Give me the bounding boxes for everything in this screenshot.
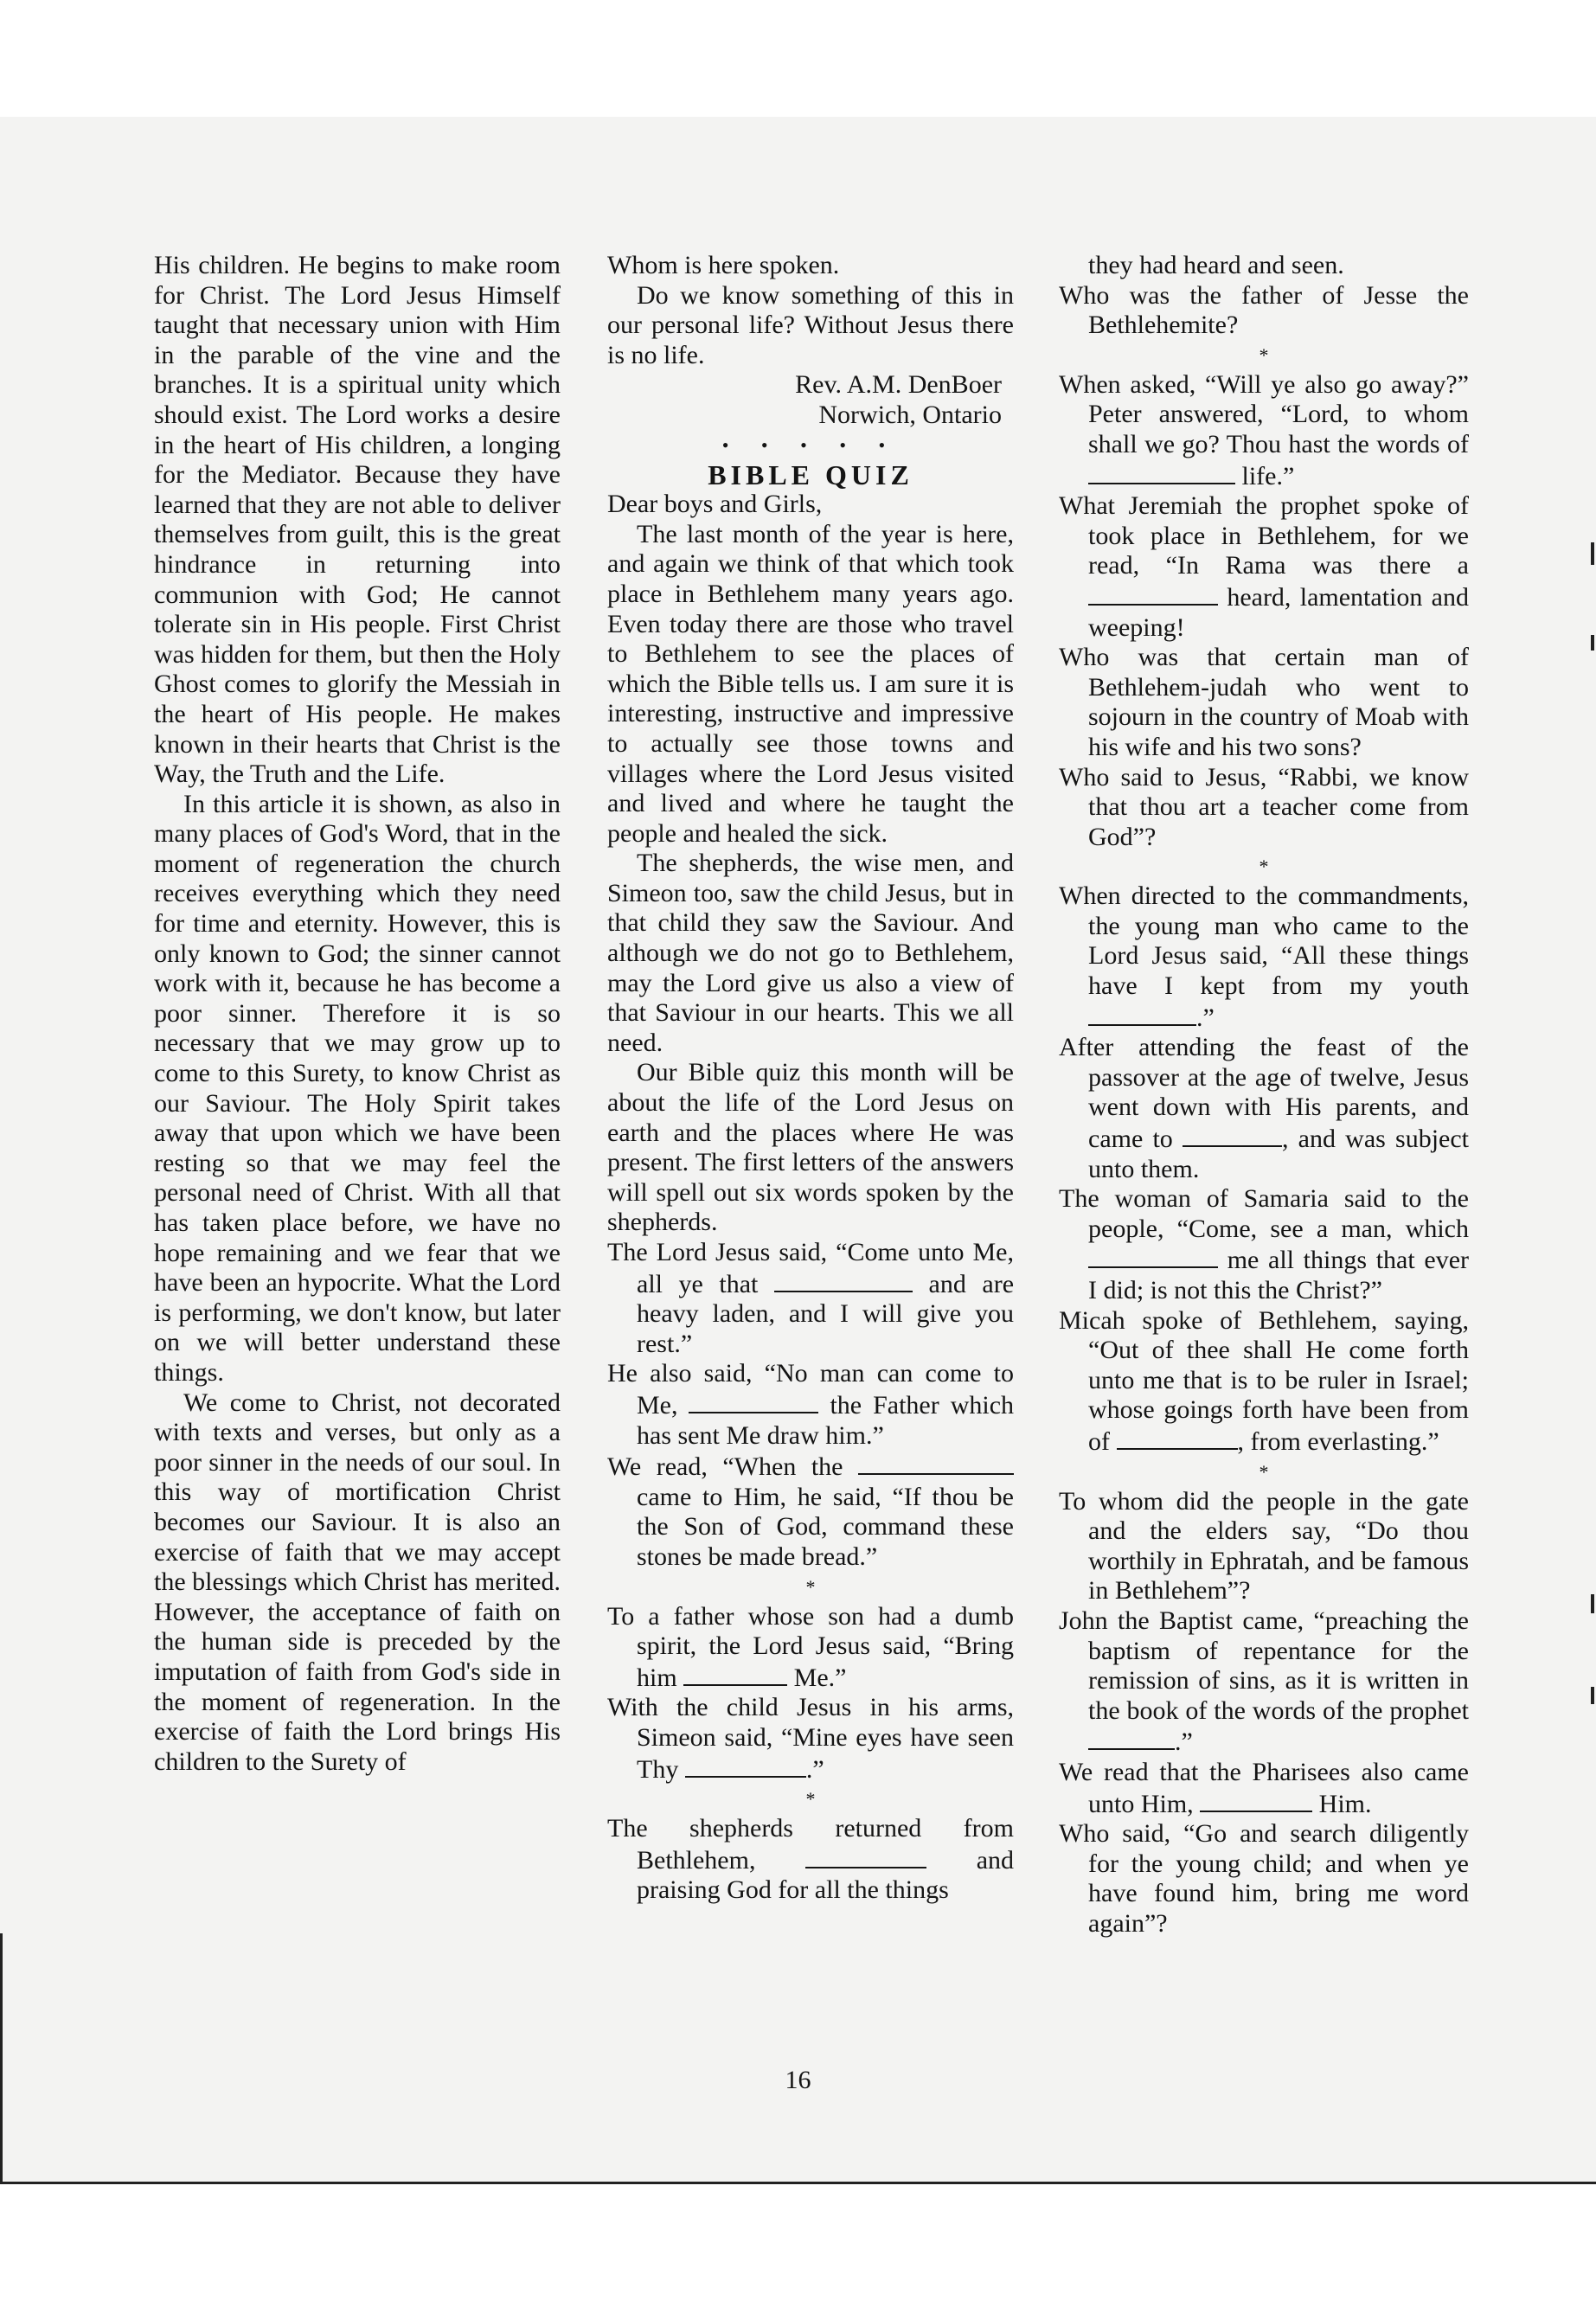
- quiz-question: Micah spoke of Bethlehem, saying, “Out of thee shall He come forth unto me that is to be ruler in Israel; whose goings forth have been from of , from everlasting.”: [1059, 1305, 1469, 1456]
- article-paragraph: His children. He begins to make room for Christ. The Lord Jesus Himself taught that necessary union with Him in the parable of the vine and the branches. It is a spiritual unity which should exist. The Lord works a desire in the heart of His children, a longing for the Mediator. Because they have learned that they are not able to deliver themselves from guilt, this is the great hindrance in returning into communion with God; He cannot tolerate sin in His people. First Christ was hidden for them, but then the Holy Ghost comes to glorify the Messiah in the heart of His people. He makes known in their hearts that Christ is the Way, the Truth and the Life.: [154, 251, 561, 789]
- scan-mark: [1591, 542, 1594, 565]
- quiz-salutation: Dear boys and Girls,: [607, 490, 823, 519]
- quiz-question: When asked, “Will ye also go away?” Peter answered, “Lord, to whom shall we go? Thou hast the words of life.”: [1059, 369, 1469, 490]
- answer-blank: [1088, 581, 1218, 606]
- answer-blank: [685, 1753, 806, 1778]
- answer-blank: [774, 1268, 913, 1292]
- quiz-question: The woman of Samaria said to the people, “Come, see a man, which me all things that ever I did; is not this the Christ?”: [1059, 1184, 1469, 1304]
- quiz-question: To whom did the people in the gate and the elders say, “Do thou worthily in Ephratah, and be famous in Bethlehem”?: [1059, 1486, 1469, 1606]
- answer-blank: [858, 1451, 1014, 1475]
- quiz-question: Who was that certain man of Bethlehem-judah who went to sojourn in the country of Moab with his wife and his two sons?: [1059, 643, 1469, 761]
- quiz-question: Who said to Jesus, “Rabbi, we know that thou art a teacher come from God”?: [1059, 762, 1469, 851]
- answer-blank: [1088, 1002, 1196, 1026]
- column-1: [154, 251, 561, 1777]
- answer-blank: [1088, 1244, 1218, 1268]
- quiz-question: John the Baptist came, “preaching the baptism of repentance for the remission of sins, as it is written in the book of the words of the prophet .”: [1059, 1606, 1469, 1757]
- quiz-divider-star: *: [1259, 1460, 1269, 1483]
- quiz-question: He also said, “No man can come to Me, the Father which has sent Me draw him.”: [607, 1359, 1015, 1450]
- quiz-divider-star: *: [805, 1788, 816, 1811]
- quiz-continuation: they had heard and seen.: [1088, 251, 1344, 279]
- quiz-question: Who said, “Go and search diligently for the young child; and when ye have found him, bring me word again”?: [1059, 1819, 1469, 1938]
- scan-mark: [1591, 1594, 1594, 1613]
- quiz-question: The shepherds returned from Bethlehem, and praising God for all the things: [607, 1814, 1015, 1905]
- answer-blank: [1088, 460, 1235, 484]
- answer-blank: [683, 1662, 787, 1686]
- answer-blank: [1200, 1788, 1312, 1812]
- scan-mark: [1591, 1687, 1594, 1704]
- quiz-question: Who was the father of Jesse the Bethlehemite?: [1059, 280, 1469, 340]
- quiz-intro-paragraph: Our Bible quiz this month will be about the life of the Lord Jesus on earth and the places where He was present. The first letters of the answers will spell out six words spoken by the shepherds.: [607, 1058, 1014, 1237]
- answer-blank: [805, 1844, 926, 1868]
- quiz-question: We read that the Pharisees also came unto Him, Him.: [1059, 1757, 1469, 1818]
- article-closing-line: Whom is here spoken.: [607, 251, 840, 279]
- quiz-divider-star: *: [805, 1575, 816, 1598]
- scan-edge-left: [0, 1933, 3, 2184]
- quiz-question: When directed to the commandments, the young man who came to the Lord Jesus said, “All these things have I kept from my youth .”: [1059, 881, 1469, 1032]
- quiz-question: The Lord Jesus said, “Come unto Me, all ye that and are heavy laden, and I will give you rest.”: [607, 1238, 1015, 1358]
- author-location: Norwich, Ontario: [818, 400, 1002, 429]
- answer-blank: [1088, 1726, 1175, 1750]
- column-2: [607, 251, 1014, 1906]
- quiz-question: We read, “When the came to Him, he said, “If thou be the Son of God, command these stones be made bread.”: [607, 1452, 1014, 1571]
- quiz-divider-star: *: [1259, 856, 1269, 878]
- quiz-question: After attending the feast of the passover at the age of twelve, Jesus went down with His parents, and came to , and was subject unto them.: [1059, 1033, 1469, 1183]
- scan-mark: [1591, 635, 1594, 651]
- answer-blank: [689, 1389, 818, 1413]
- article-paragraph: We come to Christ, not decorated with texts and verses, but only as a poor sinner in the needs of our soul. In this way of mortification Christ becomes our Saviour. It is also an exercise of faith that we may accept the blessings which Christ has merited. However, the acceptance of faith on the human side is preceded by the imputation of faith from God's side in the moment of regeneration. In the exercise of faith the Lord brings His children to the Surety of: [154, 1388, 561, 1776]
- quiz-question: To a father whose son had a dumb spirit, the Lord Jesus said, “Bring him Me.”: [607, 1601, 1014, 1692]
- quiz-question: With the child Jesus in his arms, Simeon said, “Mine eyes have seen Thy .”: [607, 1693, 1014, 1784]
- quiz-divider-star: *: [1259, 343, 1269, 366]
- page-number: 16: [785, 2066, 811, 2094]
- section-separator: • • • • •: [721, 433, 900, 456]
- article-closing-paragraph: Do we know something of this in our personal life? Without Jesus there is no life.: [607, 280, 1014, 369]
- author-name: Rev. A.M. DenBoer: [795, 370, 1002, 400]
- scan-edge-bottom: [0, 2182, 1596, 2184]
- answer-blank: [1183, 1123, 1282, 1147]
- quiz-question: What Jeremiah the prophet spoke of took place in Bethlehem, for we read, “In Rama was there a heard, lamentation and weeping!: [1059, 491, 1469, 642]
- article-paragraph: In this article it is shown, as also in many places of God's Word, that in the moment of regeneration the church receives everything which they need for time and eternity. However, this is only known to God; the sinner cannot work with it, because he has become a poor sinner. Therefore it is so necessary that we may grow up to come to this Surety, to know Christ as our Saviour. The Holy Spirit takes away that upon which we have been resting so that we may feel the personal need of Christ. With all that has taken place before, we have no hope remaining and we fear that we have been an hypocrite. What the Lord is performing, we don't know, but later on we will better understand these things.: [154, 789, 561, 1387]
- column-3: [1059, 251, 1469, 1939]
- quiz-title: BIBLE QUIZ: [708, 458, 913, 490]
- quiz-intro-paragraph: The last month of the year is here, and again we think of that which took place in Bethlehem many years ago. Even today there are those who travel to Bethlehem to see the places of which the Bible tells us. I am sure it is interesting, instructive and impressive to actually see those towns and villages where the Lord Jesus visited and lived and where he taught the people and healed the sick.: [607, 519, 1014, 848]
- quiz-intro-paragraph: The shepherds, the wise men, and Simeon too, saw the child Jesus, but in that child they saw the Saviour. And although we do not go to Bethlehem, may the Lord give us also a view of that Saviour in our hearts. This we all need.: [607, 849, 1014, 1057]
- answer-blank: [1117, 1426, 1238, 1450]
